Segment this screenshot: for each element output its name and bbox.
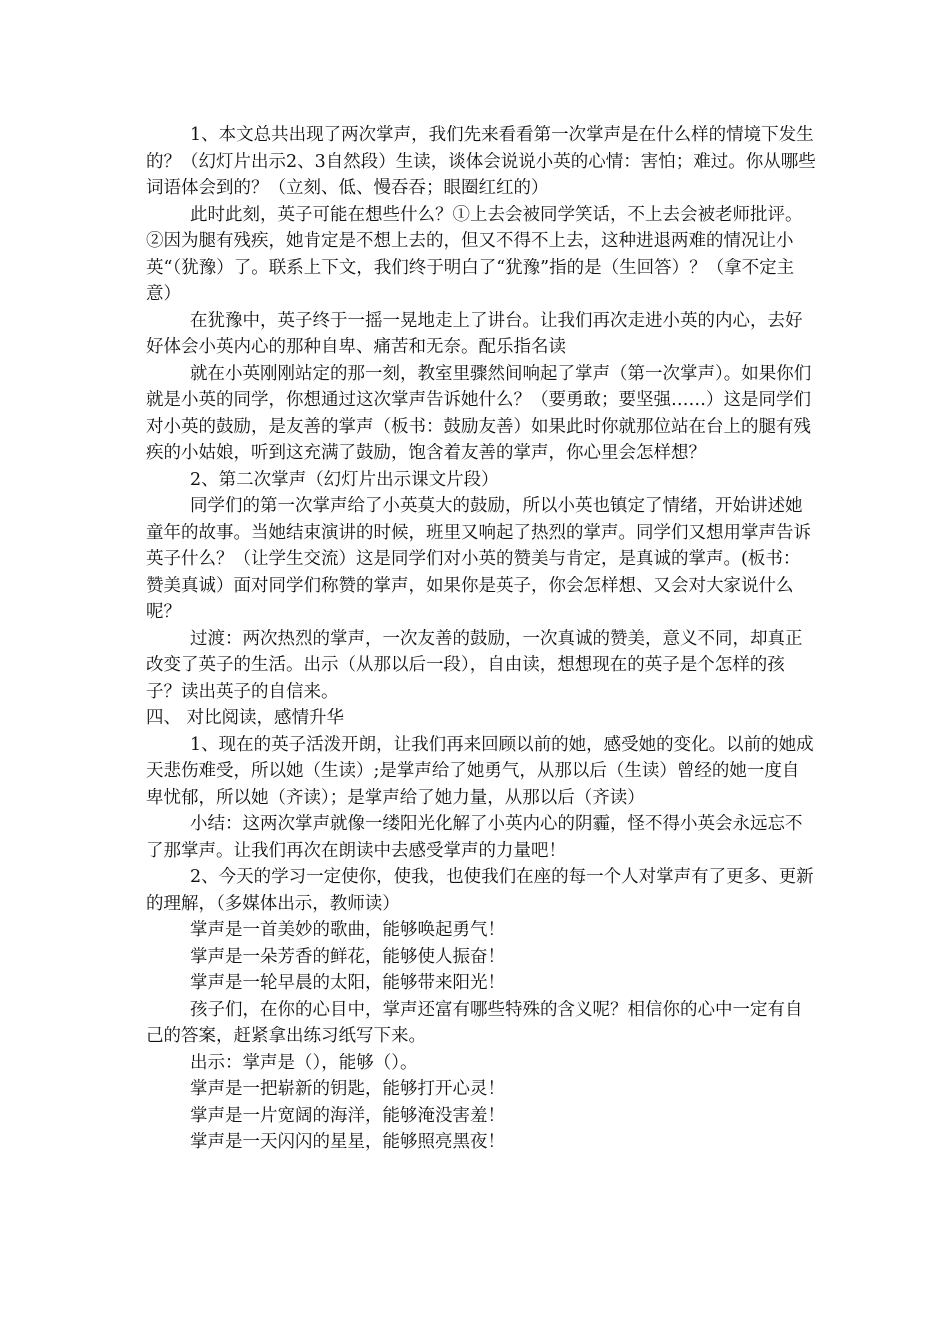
paragraph-transition: 过渡：两次热烈的掌声，一次友善的鼓励，一次真诚的赞美，意义不同，却真正改变了英子的生活。出示（从那以后一段），自由读，想想现在的英子是个怎样的孩子？读出英子的自信来。 xyxy=(146,628,803,702)
paragraph-template: 出示：掌声是（），能够（）。 xyxy=(190,1052,418,1073)
document-body xyxy=(146,122,816,1156)
paragraph-second-applause: 同学们的第一次掌声给了小英莫大的鼓励，所以小英也镇定了情绪，开始讲述她童年的故事。当她结束演讲的时候，班里又响起了热烈的掌声。同学们又想用掌声告诉英子什么？（让学生交流）这是同学们对小英的赞美与肯定，是真诚的掌声。(板书：赞美真诚）面对同学们称赞的掌声，如果你是英子，你会怎样想、又会对大家说什么呢？ xyxy=(146,496,811,622)
section-heading: 四、 对比阅读，感情升华 xyxy=(146,708,345,728)
poem-line: 掌声是一朵芳香的鲜花，能够使人振奋！ xyxy=(190,946,505,967)
poem-line: 掌声是一轮早晨的太阳，能够带来阳光！ xyxy=(190,973,505,993)
paragraph-prompt: 孩子们，在你的心目中，掌声还富有哪些特殊的含义呢？相信你的心中一定有自己的答案，赶紧拿出练习纸写下来。 xyxy=(146,999,803,1046)
paragraph-first-applause: 1、本文总共出现了两次掌声，我们先来看看第一次掌声是在什么样的情境下发生的？（幻灯片出示2、3自然段）生读，谈体会说说小英的心情：害怕；难过。你从哪些词语体会到的？（立刻、低、慢吞吞；眼圈红红的） xyxy=(146,125,816,198)
poem-line: 掌声是一天闪闪的星星，能够照亮黑夜！ xyxy=(190,1132,505,1152)
paragraph-second-applause-title: 2、第二次掌声（幻灯片出示课文片段） xyxy=(190,469,499,490)
poem-line: 掌声是一片宽阔的海洋，能够淹没害羞！ xyxy=(190,1105,505,1126)
paragraph-encouragement: 就在小英刚刚站定的那一刻，教室里骤然间响起了掌声（第一次掌声）。如果你们就是小英的同学，你想通过这次掌声告诉她什么？（要勇敢；要坚强……）这是同学们对小英的鼓励，是友善的掌声（板书：鼓励友善）如果此时你就那位站在台上的腿有残疾的小姑娘，听到这充满了鼓励，饱含着友善的掌声，你心里会怎样想？ xyxy=(146,363,812,463)
paragraph-walk-to-podium: 在犹豫中，英子终于一摇一晃地走上了讲台。让我们再次走进小英的内心，去好好体会小英内心的那种自卑、痛苦和无奈。配乐指名读 xyxy=(146,310,803,357)
paragraph-summary: 小结：这两次掌声就像一缕阳光化解了小英内心的阴霾，怪不得小英会永远忘不了那掌声。让我们再次在朗读中去感受掌声的力量吧！ xyxy=(146,814,803,861)
paragraph-understanding: 2、今天的学习一定使你，使我，也使我们在座的每一个人对掌声有了更多、更新的理解，（多媒体出示，教师读） xyxy=(146,867,814,914)
poem-line: 掌声是一把崭新的钥匙，能够打开心灵！ xyxy=(190,1079,505,1099)
poem-line: 掌声是一首美妙的歌曲，能够唤起勇气！ xyxy=(190,920,505,940)
paragraph-hesitation: 此时此刻，英子可能在想些什么？①上去会被同学笑话，不上去会被老师批评。②因为腿有残疾，她肯定是不想上去的，但又不得不上去，这种进退两难的情况让小英“（犹豫）了。联系上下文，我们终于明白了“犹豫”指的是（生回答）？（拿不定主意） xyxy=(146,204,803,304)
paragraph-comparison: 1、现在的英子活泼开朗，让我们再来回顾以前的她，感受她的变化。以前的她成天悲伤难受，所以她（生读）;是掌声给了她勇气，从那以后（生读）曾经的她一度自卑忧郁，所以她（齐读）；是掌声给了她力量，从那以后（齐读） xyxy=(146,734,814,808)
